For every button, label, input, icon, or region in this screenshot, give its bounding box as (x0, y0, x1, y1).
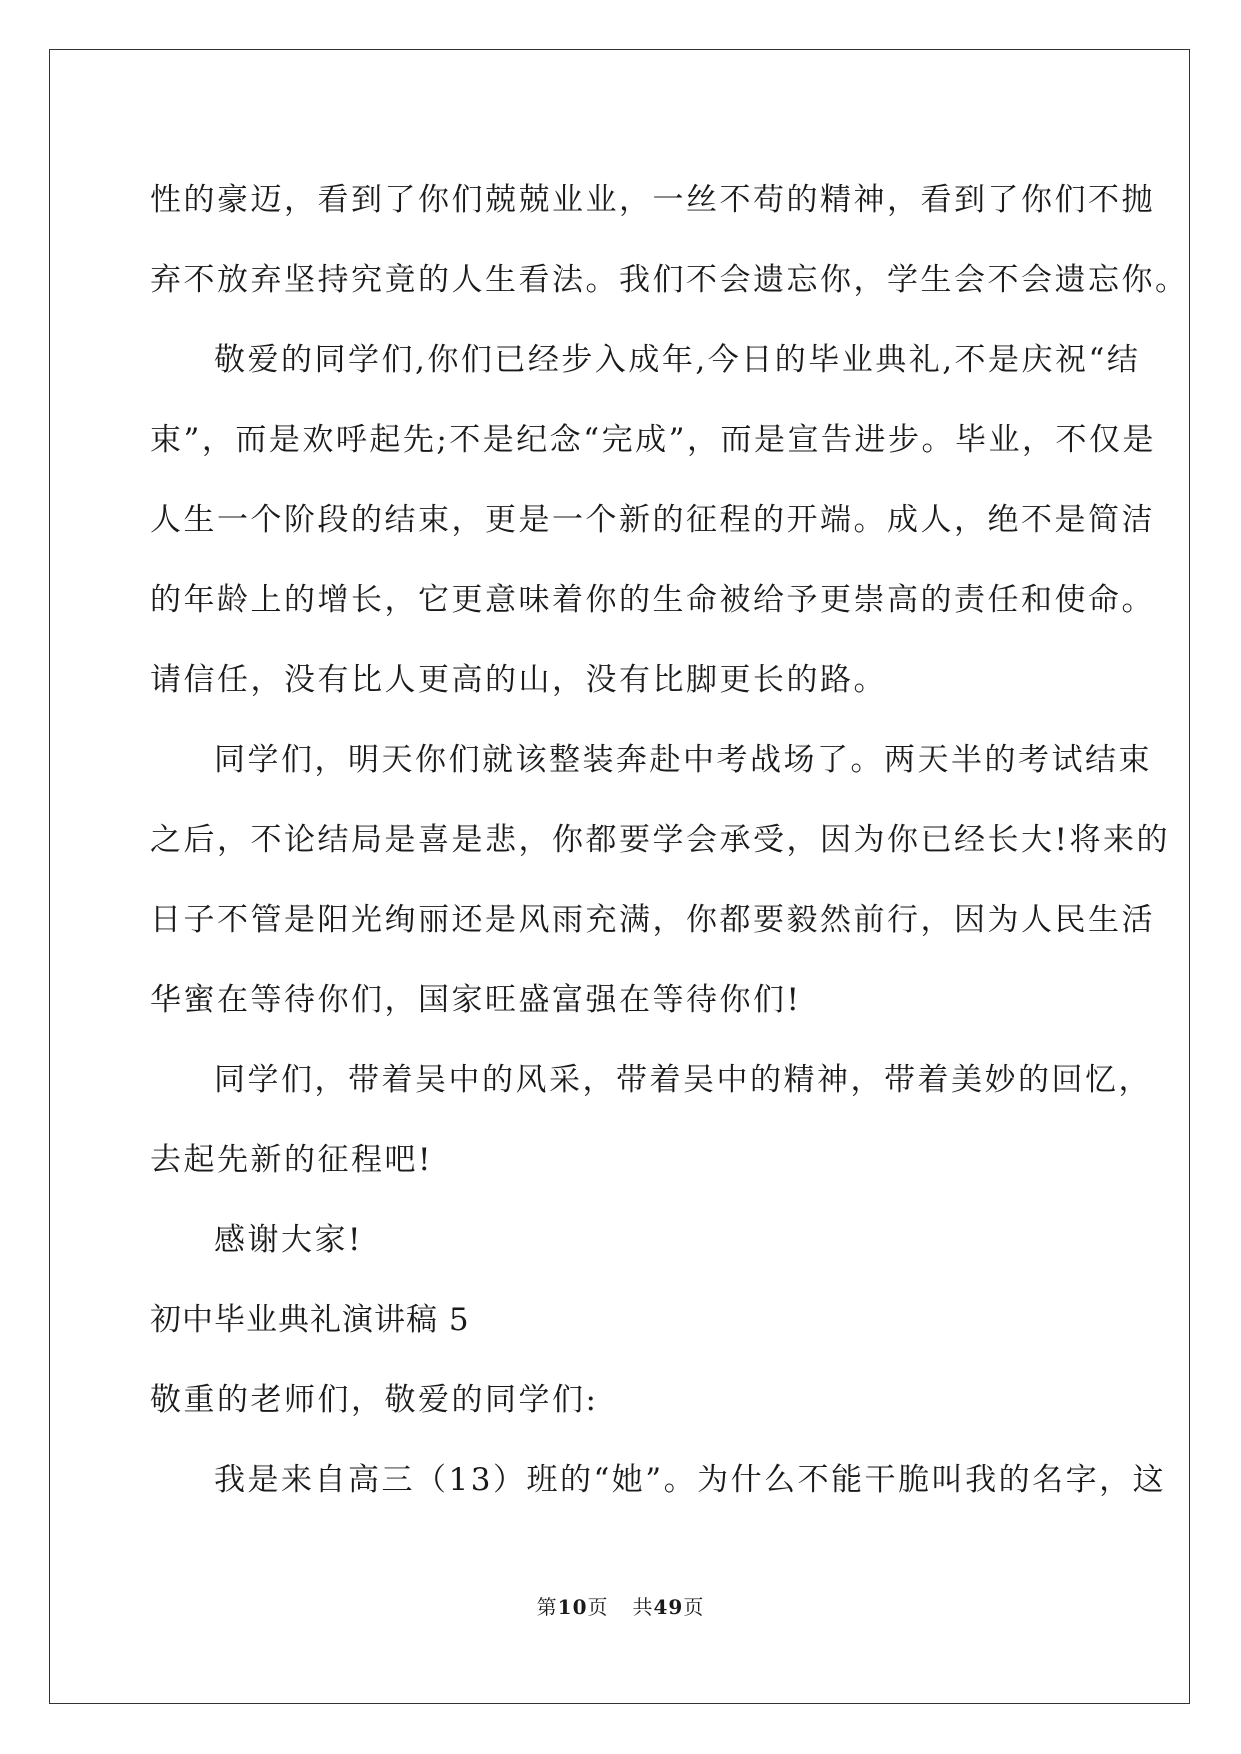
text-line: 华蜜在等待你们，国家旺盛富强在等待你们! (150, 982, 802, 1018)
document-body (150, 160, 1189, 1520)
page-prefix: 第 (536, 1595, 558, 1619)
total-suffix: 页 (683, 1595, 705, 1619)
paragraph-start-line: 同学们，明天你们就该整装奔赴中考战场了。两天半的考试结束 (214, 742, 1152, 778)
text-line: 人生一个阶段的结束，更是一个新的征程的开端。成人，绝不是简洁 (150, 502, 1155, 538)
text-line: 弃不放弃坚持究竟的人生看法。我们不会遗忘你，学生会不会遗忘你。 (150, 262, 1189, 298)
paragraph-start-line: 同学们，带着吴中的风采，带着吴中的精神，带着美妙的回忆， (214, 1062, 1152, 1098)
text-line: 之后，不论结局是喜是悲，你都要学会承受，因为你已经长大!将来的 (150, 822, 1170, 858)
text-line: 请信任，没有比人更高的山，没有比脚更长的路。 (150, 662, 887, 698)
current-page-number: 10 (557, 1595, 588, 1619)
page-footer (0, 1592, 1241, 1622)
text-line: 性的豪迈，看到了你们兢兢业业，一丝不苟的精神，看到了你们不抛 (150, 182, 1155, 218)
paragraph-start-line: 我是来自高三（13）班的“她”。为什么不能干脆叫我的名字，这 (214, 1462, 1167, 1498)
text-line: 去起先新的征程吧! (150, 1142, 433, 1178)
section-heading: 初中毕业典礼演讲稿 5 (150, 1302, 470, 1338)
total-prefix: 共 (632, 1595, 654, 1619)
closing-thanks-line: 感谢大家! (214, 1222, 363, 1258)
text-line: 日子不管是阳光绚丽还是风雨充满，你都要毅然前行，因为人民生活 (150, 902, 1155, 938)
text-line: 的年龄上的增长，它更意味着你的生命被给予更崇高的责任和使命。 (150, 582, 1155, 618)
salutation-line: 敬重的老师们，敬爱的同学们: (150, 1382, 599, 1418)
paragraph-start-line: 敬爱的同学们,你们已经步入成年,今日的毕业典礼,不是庆祝“结 (214, 342, 1141, 378)
total-page-number: 49 (653, 1595, 684, 1619)
page-suffix: 页 (587, 1595, 609, 1619)
text-line: 束”，而是欢呼起先;不是纪念“完成”，而是宣告进步。毕业，不仅是 (150, 422, 1156, 458)
